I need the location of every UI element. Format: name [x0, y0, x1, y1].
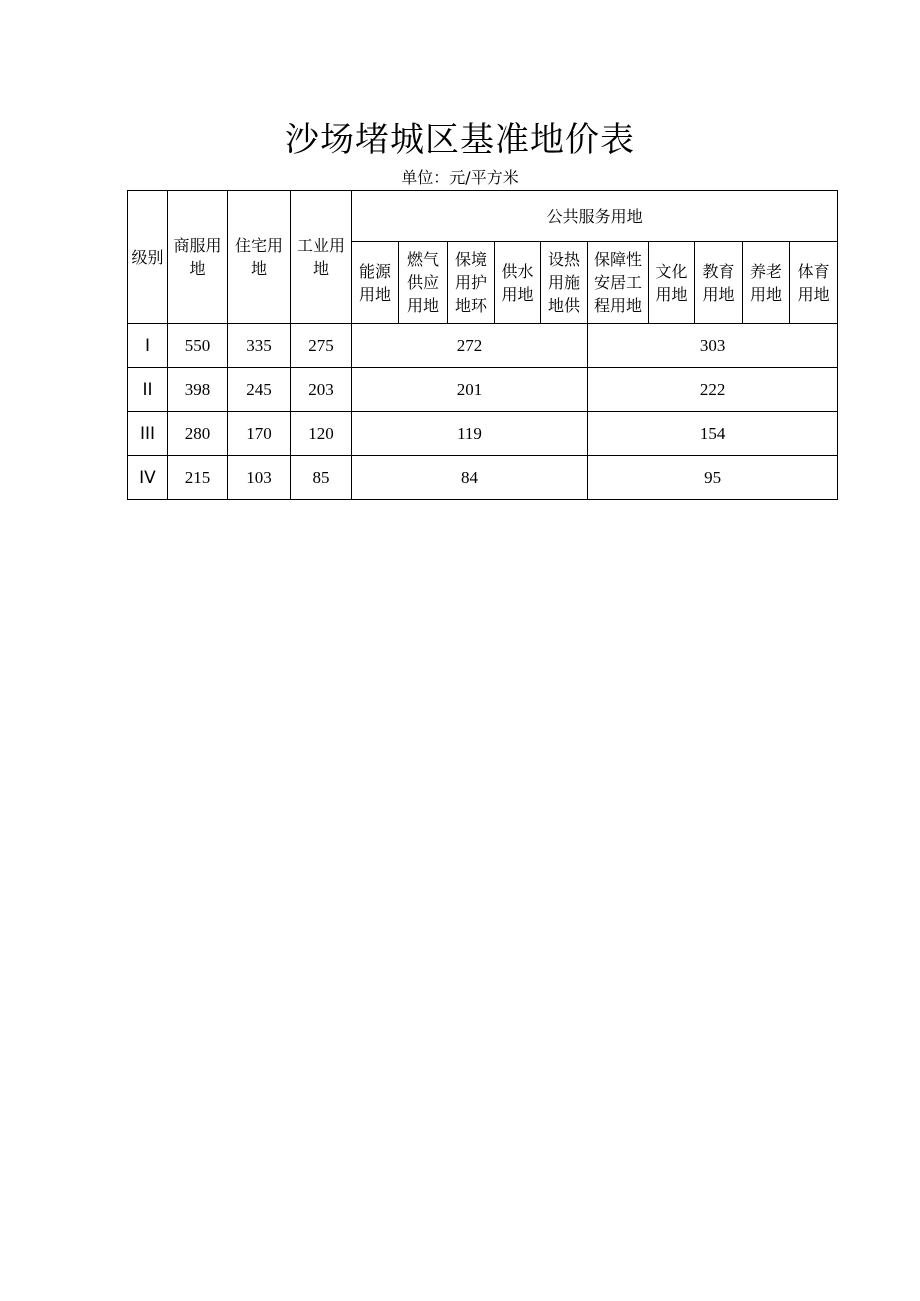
industrial-cell: 120 — [291, 412, 352, 456]
header-level: 级别 — [128, 191, 168, 324]
header-education: 教育用地 — [695, 242, 743, 324]
header-commercial: 商服用地 — [168, 191, 228, 324]
residential-cell: 245 — [228, 368, 291, 412]
residential-cell: 335 — [228, 324, 291, 368]
land-price-table — [127, 190, 838, 500]
commercial-cell: 280 — [168, 412, 228, 456]
header-energy: 能源用地 — [352, 242, 399, 324]
industrial-cell: 203 — [291, 368, 352, 412]
header-heating: 设热用施地供 — [541, 242, 588, 324]
commercial-cell: 398 — [168, 368, 228, 412]
public-social-cell: 303 — [588, 324, 838, 368]
level-cell: II — [128, 368, 168, 412]
table-row — [128, 324, 838, 368]
public-social-cell: 95 — [588, 456, 838, 500]
commercial-cell: 550 — [168, 324, 228, 368]
table-row — [128, 368, 838, 412]
public-social-cell: 154 — [588, 412, 838, 456]
header-environment: 保境用护地环 — [448, 242, 495, 324]
header-gas: 燃气供应用地 — [399, 242, 448, 324]
table-row — [128, 456, 838, 500]
header-elderly: 养老用地 — [743, 242, 790, 324]
level-cell: III — [128, 412, 168, 456]
header-water: 供水用地 — [495, 242, 541, 324]
header-sports: 体育用地 — [790, 242, 838, 324]
public-infrastructure-cell: 119 — [352, 412, 588, 456]
header-housing: 保障性安居工程用地 — [588, 242, 649, 324]
industrial-cell: 85 — [291, 456, 352, 500]
page-title: 沙场堵城区基准地价表 — [285, 120, 635, 160]
commercial-cell: 215 — [168, 456, 228, 500]
public-infrastructure-cell: 201 — [352, 368, 588, 412]
level-cell: I — [128, 324, 168, 368]
unit-label: 单位：元/平方米 — [401, 168, 519, 187]
table-row — [128, 412, 838, 456]
industrial-cell: 275 — [291, 324, 352, 368]
level-cell: IV — [128, 456, 168, 500]
header-industrial: 工业用地 — [291, 191, 352, 324]
header-public-service: 公共服务用地 — [352, 191, 838, 242]
public-infrastructure-cell: 272 — [352, 324, 588, 368]
residential-cell: 170 — [228, 412, 291, 456]
residential-cell: 103 — [228, 456, 291, 500]
header-culture: 文化用地 — [649, 242, 695, 324]
public-social-cell: 222 — [588, 368, 838, 412]
header-residential: 住宅用地 — [228, 191, 291, 324]
public-infrastructure-cell: 84 — [352, 456, 588, 500]
